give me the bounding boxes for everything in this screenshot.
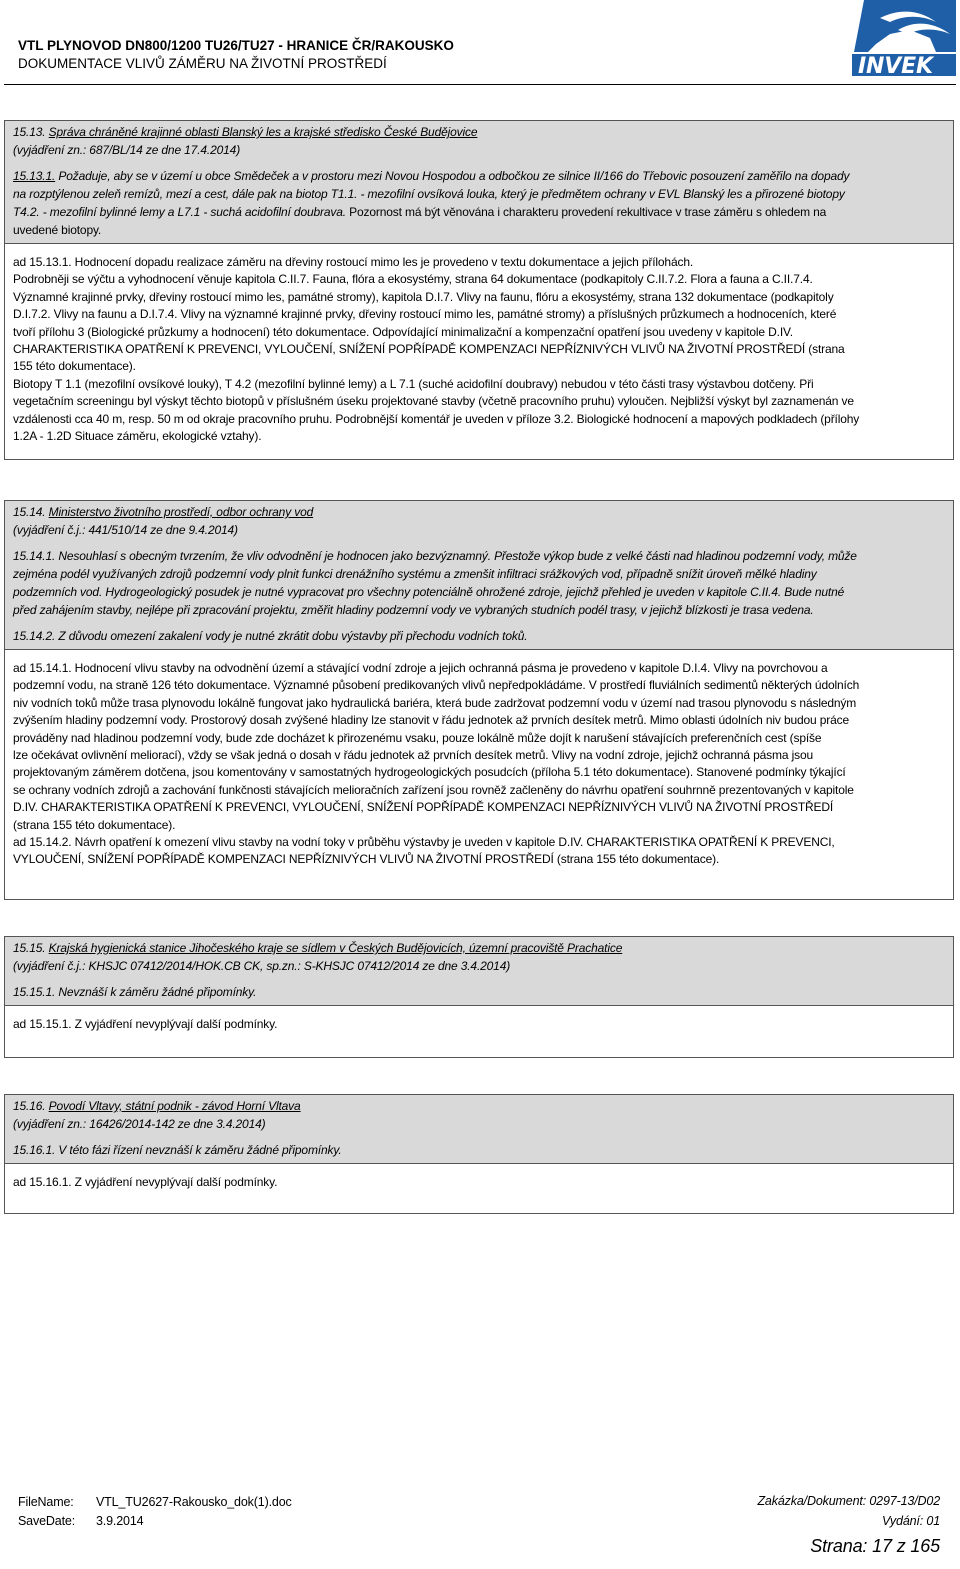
answer-block: ad 15.13.1. Hodnocení dopadu realizace záměru na dřeviny rostoucí mimo les je provedeno v textu dokumentace a jejich přílohách. Podrobněji se výčtu a vyhodnocení věnuje kapitola C.II.7. Fauna, flóra a ekosystémy, strana 64 dokumentace (podkapitoly C.II.7.2. Flora a fauna a C.II.7.4. Významné krajinné prvky, dřeviny rostoucí mimo les, památné stromy), kapitola D.I.7. Vlivy na faunu, flóru a ekosystémy, strana 132 dokumentace (podkapitoly D.I.7.2. Vlivy na faunu a D.I.7.4. Vlivy na významné krajinné prvky, dřeviny rostoucí mimo les, památné stromy) a příslušných průzkumech a hodnoceních, které tvoří přílohu 3 (Biologické průzkumy a hodnocení) této dokumentace. Odpovídající minimalizační a kompenzační opatření jsou uvedeny v kapitole D.IV. CHARAKTERISTIKA OPATŘENÍ K PREVENCI, VYLOUČENÍ, SNÍŽENÍ POPŘÍPADĚ KOMPENZACI NEPŘÍZNIVÝCH VLIVŮ NA ŽIVOTNÍ PROSTŘEDÍ (strana 155 této dokumentace). Biotopy T 1.1 (mezofilní ovsíkové louky), T 4.2 (mezofilní bylinné lemy) a L 7.1 (suché acidofilní doubravy) nebudou v této části trasy výstavbou dotčeny. Při vegetačním screeningu byl výskyt těchto biotopů v příslušném úseku projektované stavby (včetně pracovního pruhu) vyloučen. Nejbližší výskyt byl zaznamenán ve vzdálenosti cca 40 m, resp. 50 m od okraje pracovního pruhu. Podrobnější komentář je uveden v příloze 3.2. Biologické hodnocení a mapových podkladech (přílohy 1.2A - 1.2D Situace záměru, ekologické vztahy). — [13, 255, 860, 444]
org-name: Ministerstvo životního prostředí, odbor ochrany vod — [48, 505, 314, 519]
filename-value: VTL_TU2627-Rakousko_dok(1).doc — [96, 1495, 292, 1509]
request-block: 15.13. Správa chráněné krajinné oblasti Blanský les a krajské středisko České Budějovice (vyjádření zn.: 687/BL/14 ze dne 17.4.2014) 15.13.1. Požaduje, aby se v území u obce Smědeček a v prostoru mezi Novou Hospodou a odbočkou ze silnice II/166 do Třebovic posouzení zaměřilo na dopady na rozptýlenou zeleň remízů, mezí a cest, dále pak na biotop T1.1. - mezofilní ovsíková louka, který je předmětem ochrany v EVL Blanský les a přirozené biotopy T4.2. - mezofilní bylinné lemy a L7.1 - suchá acidofilní doubrava. Pozornost má být věnována i charakteru provedení rekultivace v trase záměru s ohledem na uvedené biotopy. — [5, 121, 953, 244]
request-block: 15.14. Ministerstvo životního prostředí, odbor ochrany vod (vyjádření č.j.: 441/510/14 ze dne 9.4.2014) 15.14.1. Nesouhlasí s obecným tvrzením, že vliv odvodnění je hodnocen jako bezvýznamný. Přestože výkop bude z velké části nad hladinou podzemní vody, může zejména podél využívaných zdrojů podzemní vody plnit funkci drenážního systému a zmenšit infiltraci srážkových vod, případně snížit úroveň mělké hladiny podzemních vod. Hydrogeologický posudek je nutné vypracovat pro všechny potenciálně ohrožené zdroje, jejichž přehled je uveden v kapitole C.II.4. Bude nutné před zahájením stavby, nejlépe při zpracování projektu, změřit hladiny podzemní vody ve vybraných studních podél trasy, v jejichž blízkosti je trasa vedena. 15.14.2. Z důvodu omezení zakalení vody je nutné zkrátit dobu výstavby při přechodu vodních toků. — [5, 501, 953, 650]
order-number: Zakázka/Dokument: 0297-13/D02 — [757, 1494, 940, 1508]
filename-label: FileName: — [18, 1495, 74, 1509]
answer-block: ad 15.14.1. Hodnocení vlivu stavby na odvodnění území a stávající vodní zdroje a jejich ochranná pásma je provedeno v kapitole D.I.4. Vlivy na povrchovou a podzemní vodu, na straně 126 této dokumentace. Významné působení predikovaných vlivů nepředpokládáme. V prostředí fluviálních sedimentů některých údolních niv vodních toků může trasa plynovodu lokálně fungovat jako hydraulická bariéra, která bude zadržovat podzemní vodu v území nad trasou plynovodu s následným zvýšením hladiny podzemní vody. Prostorový dosah zvýšené hladiny lze stanovit v řádu jednotek až prvních desítek metrů. Mimo oblasti údolních niv budou práce prováděny nad hladinou podzemní vody, bude zde docházet k přirozenému vsaku, pouze lokálně může dojít k narušení stávajících preferenčních cest (spíše lze očekávat ovlivnění meliorací), vždy se však jedná o dosah v řádu jednotek až prvních desítek metrů. Vlivy na vodní zdroje, jejichž ochranná pásma jsou projektovaným záměrem dotčena, jsou komentovány v samostatných hydrogeologických posudcích (příloha 5.1 této dokumentace). Stanovené podmínky týkající se ochrany vodních zdrojů a zachování funkčnosti stávajících melioračních zařízení jsou rovněž začleněny do návrhu opatření souhrnně prezentovaných v kapitole D.IV. CHARAKTERISTIKA OPATŘENÍ K PREVENCI, VYLOUČENÍ, SNÍŽENÍ POPŘÍPADĚ KOMPENZACI NEPŘÍZNIVÝCH VLIVŮ NA ŽIVOTNÍ PROSTŘEDÍ (strana 155 této dokumentace). ad 15.14.2. Návrh opatření k omezení vlivu stavby na vodní toky v průběhu výstavby je uveden v kapitole D.IV. CHARAKTERISTIKA OPATŘENÍ K PREVENCI, VYLOUČENÍ, SNÍŽENÍ POPŘÍPADĚ KOMPENZACI NEPŘÍZNIVÝCH VLIVŮ NA ŽIVOTNÍ PROSTŘEDÍ (strana 155 této dokumentace). — [13, 661, 860, 867]
invek-logo — [850, 0, 956, 80]
page-header — [0, 0, 960, 86]
reference: (vyjádření zn.: 16426/2014-142 ze dne 3.4.2014) — [13, 1117, 266, 1131]
section-15-16 — [4, 1094, 954, 1214]
org-name: Povodí Vltavy, státní podnik - závod Horní Vltava — [48, 1099, 301, 1113]
document-title: VTL PLYNOVOD DN800/1200 TU26/TU27 - HRANICE ČR/RAKOUSKO — [18, 38, 454, 53]
org-name: Správa chráněné krajinné oblasti Blanský les a krajské středisko České Budějovice — [48, 125, 478, 139]
reference: (vyjádření č.j.: 441/510/14 ze dne 9.4.2014) — [13, 523, 238, 537]
reference: (vyjádření zn.: 687/BL/14 ze dne 17.4.2014) — [13, 143, 241, 157]
answer-block: ad 15.16.1. Z vyjádření nevyplývají další podmínky. — [13, 1175, 278, 1189]
answer-block: ad 15.15.1. Z vyjádření nevyplývají další podmínky. — [13, 1017, 278, 1031]
request-block: 15.16. Povodí Vltavy, státní podnik - závod Horní Vltava (vyjádření zn.: 16426/2014-142 ze dne 3.4.2014) 15.16.1. V této fázi řízení nevznáší k záměru žádné připomínky. — [5, 1095, 953, 1164]
section-15-15 — [4, 936, 954, 1058]
issue-number: Vydání: 01 — [881, 1514, 940, 1528]
logo-text: INVEK — [858, 54, 933, 79]
section-15-13 — [4, 120, 954, 460]
page-footer — [0, 1480, 960, 1569]
savedate-value: 3.9.2014 — [96, 1514, 144, 1528]
document-subtitle: DOKUMENTACE VLIVŮ ZÁMĚRU NA ŽIVOTNÍ PROSTŘEDÍ — [18, 56, 387, 71]
section-15-14 — [4, 500, 954, 900]
request-block: 15.15. Krajská hygienická stanice Jihočeského kraje se sídlem v Českých Budějovicích, územní pracoviště Prachatice (vyjádření č.j.: KHSJC 07412/2014/HOK.CB CK, sp.zn.: S-KHSJC 07412/2014 ze dne 3.4.2014) 15.15.1. Nevznáší k záměru žádné připomínky. — [5, 937, 953, 1006]
org-name: Krajská hygienická stanice Jihočeského kraje se sídlem v Českých Budějovicích, územní pracoviště Prachatice — [48, 941, 623, 955]
header-divider — [4, 84, 956, 85]
page-number: Strana: 17 z 165 — [810, 1536, 940, 1556]
reference: (vyjádření č.j.: KHSJC 07412/2014/HOK.CB CK, sp.zn.: S-KHSJC 07412/2014 ze dne 3.4.2014) — [13, 959, 511, 973]
savedate-label: SaveDate: — [18, 1514, 76, 1528]
